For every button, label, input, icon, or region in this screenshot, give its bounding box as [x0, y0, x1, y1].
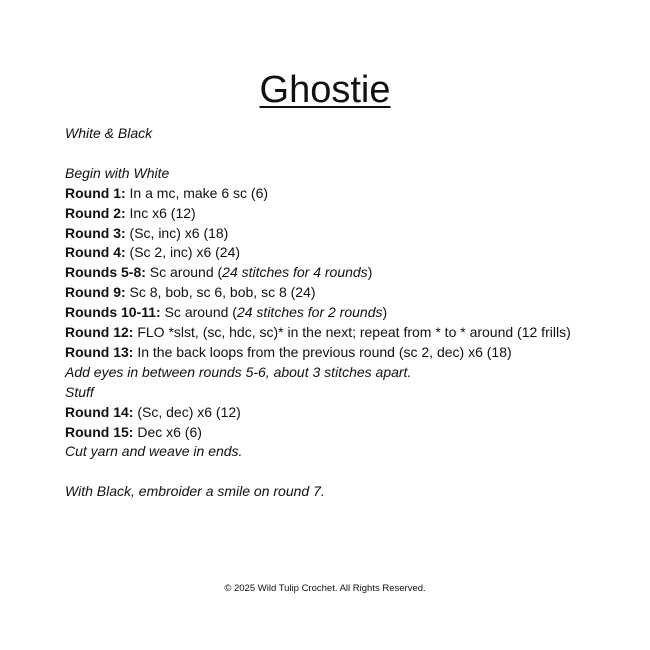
round-line — [65, 403, 635, 423]
embroider-note: With Black, embroider a smile on round 7. — [65, 483, 325, 500]
page-title: Ghostie — [259, 69, 391, 111]
round-label: Round 3: — [65, 224, 126, 241]
round-line — [65, 343, 635, 363]
round-label: Round 13: — [65, 343, 134, 360]
round-text: FLO *slst, (sc, hdc, sc)* in the next; repeat from * to * around (12 frills) — [133, 324, 571, 341]
round-text: In a mc, make 6 sc (6) — [125, 184, 269, 201]
round-label: Round 4: — [65, 244, 126, 261]
finish-note: Cut yarn and weave in ends. — [65, 443, 243, 460]
copyright-footer: © 2025 Wild Tulip Crochet. All Rights Reserved. — [224, 583, 426, 594]
round-label: Round 12: — [65, 324, 134, 341]
round-label: Round 1: — [65, 184, 126, 201]
round-text: Sc around ( — [160, 304, 237, 321]
round-text: Sc around ( — [145, 264, 223, 281]
eyes-note: Add eyes in between rounds 5-6, about 3 stitches apart. — [65, 363, 412, 380]
round-line — [65, 263, 635, 283]
stuff-note: Stuff — [65, 383, 94, 400]
colors-note: White & Black — [65, 125, 153, 141]
round-label: Round 15: — [65, 423, 134, 440]
round-line — [65, 283, 635, 303]
spacer — [65, 144, 635, 164]
round-label: Rounds 10-11: — [65, 304, 161, 321]
round-line — [65, 204, 635, 224]
spacer — [65, 462, 635, 482]
round-text: Dec x6 (6) — [133, 423, 202, 440]
round-text-end: ) — [382, 304, 388, 321]
round-text: In the back loops from the previous round (sc 2, dec) x6 (18) — [133, 343, 512, 360]
round-line — [65, 224, 635, 244]
round-text: (Sc 2, inc) x6 (24) — [125, 244, 241, 261]
begin-note: Begin with White — [65, 164, 170, 181]
round-line — [65, 184, 635, 204]
round-text: Inc x6 (12) — [125, 204, 196, 221]
round-label: Rounds 5-8: — [65, 264, 146, 281]
round-line — [65, 243, 635, 263]
round-line — [65, 423, 635, 443]
round-text: Sc 8, bob, sc 6, bob, sc 8 (24) — [125, 284, 316, 301]
round-line — [65, 303, 635, 323]
round-italic-text: 24 stitches for 4 rounds — [222, 264, 368, 281]
round-text: (Sc, inc) x6 (18) — [125, 224, 229, 241]
round-line — [65, 323, 635, 343]
round-italic-text: 24 stitches for 2 rounds — [236, 304, 383, 321]
round-label: Round 2: — [65, 204, 126, 221]
round-text-end: ) — [367, 264, 373, 281]
round-text: (Sc, dec) x6 (12) — [133, 403, 241, 420]
round-label: Round 9: — [65, 284, 126, 301]
round-label: Round 14: — [65, 403, 134, 420]
pattern-content — [65, 124, 635, 502]
